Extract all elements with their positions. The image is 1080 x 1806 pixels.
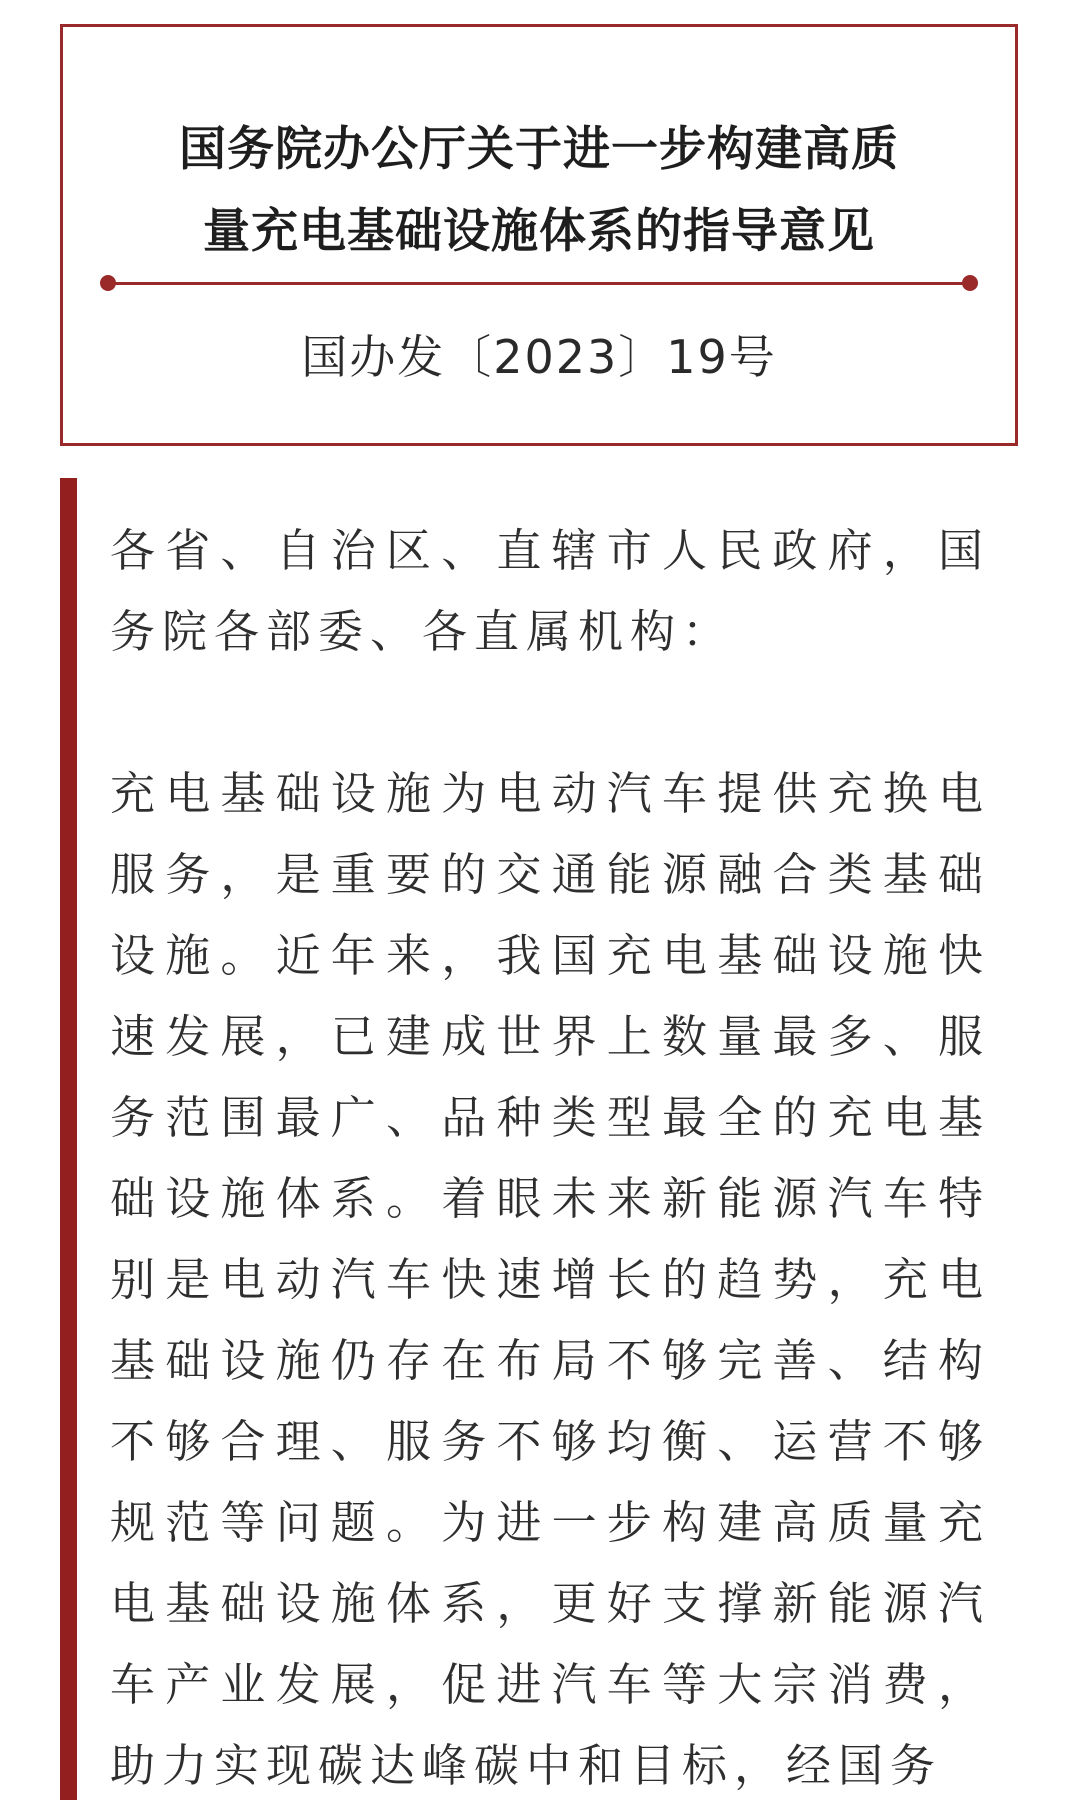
salutation: 各省、自治区、直辖市人民政府，国务院各部委、各直属机构： xyxy=(110,524,990,658)
paragraph-spacer xyxy=(110,672,990,753)
title-line-2: 量充电基础设施体系的指导意见 xyxy=(203,204,875,259)
paragraph-1: 充电基础设施为电动汽车提供充换电服务，是重要的交通能源融合类基础设施。近年来，我国充电基础设施快速发展，已建成世界上数量最多、服务范围最广、品种类型最全的充电基础设施体系。着眼未来新能源汽车特别是电动汽车快速增长的趋势，充电基础设施仍存在布局不够完善、结构不够合理、服务不够均衡、运营不够规范等问题。为进一步构建高质量充电基础设施体系，更好支撑新能源汽车产业发展，促进汽车等大宗消费，助力实现碳达峰碳中和目标，经国务 xyxy=(110,767,990,1792)
divider-dot-right xyxy=(962,275,978,291)
document-header xyxy=(60,24,1018,446)
document-number: 国办发〔2023〕19号 xyxy=(301,330,777,384)
title-divider xyxy=(108,282,970,285)
document-title xyxy=(63,109,1015,273)
title-line-1: 国务院办公厅关于进一步构建高质 xyxy=(179,122,899,177)
document-body xyxy=(110,510,990,1806)
left-accent-bar xyxy=(60,478,77,1800)
divider-dot-left xyxy=(100,275,116,291)
